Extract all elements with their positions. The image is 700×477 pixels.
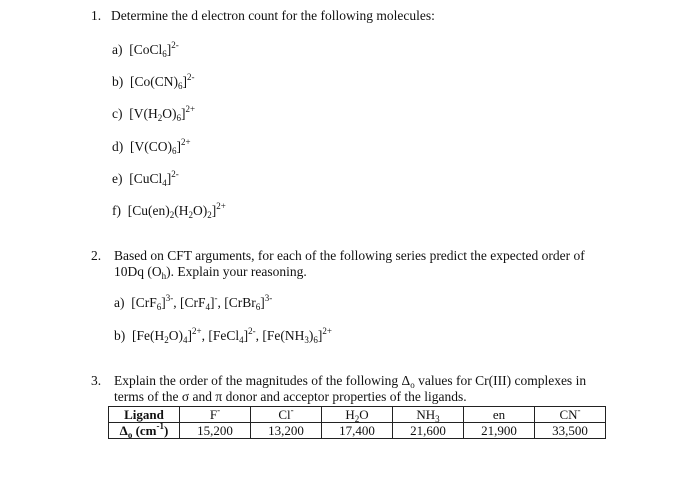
q1-item-c [112, 106, 195, 122]
q2-prompt-line1: Based on CFT arguments, for each of the following series predict the expected order of [114, 248, 585, 263]
formula-cocl6: [CoCl$_6$]$^{2-}$ [125, 40, 179, 59]
delta-value: 17,400 [322, 423, 393, 439]
q2-series-a [114, 295, 272, 311]
ligand-cl: Cl- [251, 407, 322, 423]
q3-prompt-line1 [114, 373, 586, 389]
q1-item-label: d) [112, 139, 124, 154]
ligand-en: en [464, 407, 535, 423]
q2-series-label: a) [114, 295, 125, 310]
delta-value: 13,200 [251, 423, 322, 439]
ligand-nh3: $NH_3$ [393, 407, 464, 423]
delta-value: 33,500 [535, 423, 606, 439]
q2-series-label: b) [114, 328, 126, 343]
q3-prompt-line2: terms of the σ and π donor and acceptor properties of the ligands. [114, 389, 467, 404]
q3-line1-start: Explain the order of the magnitudes of the following Δ [114, 373, 411, 388]
formula-vh2o6: $[V(H_2O)_6]^{2+}$ [125, 104, 196, 123]
delta-value: 21,600 [393, 423, 464, 439]
q1-item-d [112, 139, 191, 155]
formula-cocn6: $[Co(CN)_6]^{2-}$ [126, 72, 195, 91]
formula-cucl4: [CuCl$_4$]$^{2-}$ [125, 169, 179, 188]
delta-row [109, 423, 606, 439]
q1-item-f [112, 203, 226, 219]
delta-value: 21,900 [464, 423, 535, 439]
delta-header: $\Delta_o$ $(cm^{-1})$ [109, 423, 180, 439]
q1-item-label: a) [112, 42, 123, 57]
series-b-formulas: $[Fe(H_2O)_4]^{2+}$, [FeCl$_4$]$^{2-}$, $[Fe(NH_3)_6]^{2+}$ [128, 326, 332, 345]
formula-cuen2h2o2: $[Cu(en)_2(H_2O)_2]^{2+}$ [124, 201, 226, 220]
q1-number: 1. [91, 8, 102, 23]
q1-item-a [112, 42, 179, 58]
q1-item-b [112, 74, 195, 90]
q3-line1-sub: o [410, 380, 415, 390]
q2-line2-sub: h [161, 271, 167, 281]
q1-item-label: b) [112, 74, 124, 89]
q3-number: 3. [91, 373, 102, 388]
ligand-h2o: $H_2O$ [322, 407, 393, 423]
q1-item-e [112, 171, 179, 187]
ligand-row [109, 407, 606, 423]
q2-line2-end: ). Explain your reasoning. [166, 264, 307, 279]
q2-number: 2. [91, 248, 102, 263]
q1-item-label: f) [112, 203, 121, 218]
q2-series-b [114, 328, 332, 344]
formula-vco6: $[V(CO)_6]^{2+}$ [126, 137, 191, 156]
q1-item-label: e) [112, 171, 123, 186]
delta-value: 15,200 [180, 423, 251, 439]
q1-item-label: c) [112, 106, 123, 121]
q3-line1-end: values for Cr(III) complexes in [414, 373, 587, 388]
q1-prompt: Determine the d electron count for the following molecules: [111, 8, 435, 23]
series-a-formulas: $[CrF_6]^{3-}$, [CrF$_4$]-, [CrBr$_6$]$^{3-}$ [127, 293, 273, 312]
q2-line2-start: 10Dq (O [114, 264, 162, 279]
ligand-cn: CN- [535, 407, 606, 423]
ligand-table [108, 406, 606, 439]
q2-prompt-line2 [114, 264, 307, 280]
ligand-header: Ligand [109, 407, 180, 423]
ligand-f: F- [180, 407, 251, 423]
